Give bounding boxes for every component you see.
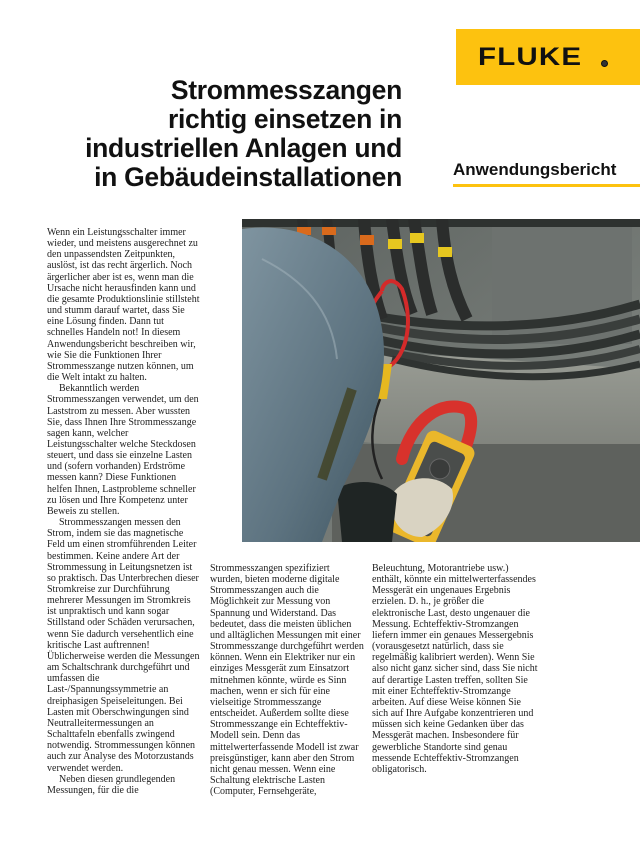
logo-wordmark: FLUKE (478, 43, 583, 71)
paragraph: Wenn ein Leistungsschalter immer wieder, und meistens ausgerechnet zu den unpassendsten Zeitpunkten, auslöst, ist das recht ärgerlich. Noch ärgerlicher aber ist es, wenn man die Ursache nicht herausfinden kann und die gesamte Produktionslinie stillsteht und stumm darauf wartet, dass Sie eine Lösung finden. Dann tut schnelles Handeln not! In diesem Anwendungsbericht beschreiben wir, wie Sie die Funktionen Ihrer Strommesszange nutzen können, um die Welt intakt zu halten. (47, 227, 200, 384)
clamp-meter-photo-illustration (242, 219, 640, 542)
title-line: Strommesszangen (170, 75, 402, 105)
body-column-3 (372, 563, 538, 775)
title-line: in Gebäudeinstallationen (94, 162, 402, 192)
accent-rule (453, 184, 640, 187)
paragraph: Strommesszangen messen den Strom, indem sie das magnetische Feld um einen stromführenden Leiter bestimmen. Keine andere Art der Strommessung in Leitungsnetzen ist so praktisch. Das Unterbrechen dieser Stromkreise zur Durchführung mehrerer Messungen im Stromkreis ist unpraktisch und kann sogar Stillstand oder Schäden verursachen, wenn Sie dadurch versehentlich eine kritische Last auftrennen! Üblicherweise werden die Messungen am Schaltschrank durchgeführt und umfassen die Last-/Spannungssymmetrie an dreiphasigen Speiseleitungen. Bei Lasten mit Oberschwingungen sind Neutralleitermessungen an Schalttafeln ebenfalls zwingend notwendig. Strommessungen können auch zur Analyse des Motorzustands verwendet werden. (47, 517, 200, 774)
body-column-1 (47, 227, 200, 796)
fluke-logo (456, 29, 640, 85)
title-line: industriellen Anlagen und (85, 133, 402, 163)
page-title (30, 76, 402, 192)
paragraph: Beleuchtung, Motorantriebe usw.) enthält, könnte ein mittelwerterfassendes Messgerät ein ungenaues Ergebnis erzielen. D. h., je größer die elektronische Last, desto ungenauer die Messung. Echteffektiv-Stromzangen liefern immer ein genaues Messergebnis (vorausgesetzt natürlich, dass sie regelmäßig kalibriert werden). Wenn Sie also nicht ganz sicher sind, dass Sie nicht auf derartige Lasten treffen, sollten Sie mit einer Echteffektiv-Stromzange arbeiten. Auf diese Weise können Sie sich auf Ihre Aufgabe konzentrieren und müssen sich keine Gedanken über das Messgerät machen. Insbesondere für gewerbliche Standorte sind genau messende Echteffektiv-Stromzangen obligatorisch. (372, 563, 538, 775)
document-type-label: Anwendungsbericht (453, 160, 617, 179)
registered-mark-icon (601, 60, 608, 67)
title-line: richtig einsetzen in (167, 104, 402, 134)
paragraph: Bekanntlich werden Strommesszangen verwendet, um den Laststrom zu messen. Aber wussten Sie, dass Ihnen Ihre Strommesszange sagen kann, welcher Leistungsschalter welche Steckdosen steuert, und dass sie einzelne Lasten und (sofern vorhanden) Erdströme messen kann? Diese Funktionen helfen Ihnen, Lastprobleme schneller zu lösen und Ihre Kompetenz unter Beweis zu stellen. (47, 383, 199, 517)
paragraph: Neben diesen grundlegenden Messungen, für die die (47, 773, 176, 796)
paragraph: Strommesszangen spezifiziert wurden, bieten moderne digitale Strommesszangen auch die Möglichkeit zur Messung von Spannung und Widerstand. Das bedeutet, dass die meisten üblichen und alltäglichen Messungen mit einer Strommesszange durchgeführt werden können. Wenn ein Elektriker nur ein einziges Messgerät zum Einsatzort mitnehmen könnte, würde es Sinn machen, wenn er sich für eine vielseitige Strommesszange entscheidet. Außerdem sollte diese Strommesszange ein Echteffektiv-Modell sein. Denn das mittelwerterfassende Modell ist zwar preisgünstiger, kann aber den Strom nicht genau messen. Wenn eine Schaltung elektrische Lasten (Computer, Fernsehgeräte, (210, 563, 364, 798)
body-column-2 (210, 563, 364, 797)
hero-photo (242, 219, 640, 542)
